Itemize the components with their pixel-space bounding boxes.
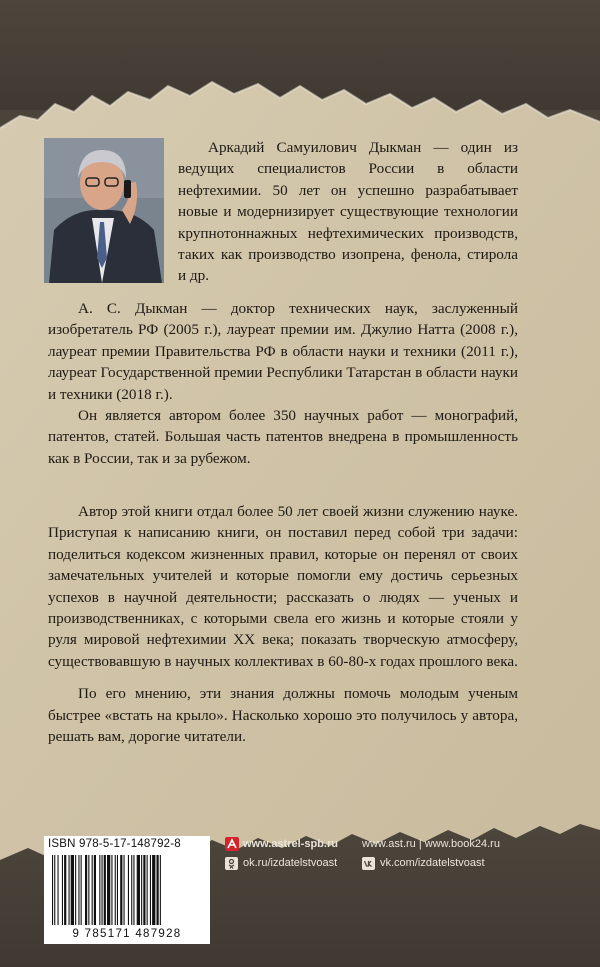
ok-link[interactable]: ok.ru/izdatelstvoast: [243, 857, 338, 869]
author-portrait-icon: [44, 138, 164, 283]
author-intro-paragraph: [178, 137, 518, 287]
book-summary-text: Автор этой книги отдал более 50 лет своей жизни служению науке. Приступая к написанию книги, он поставил перед собой три задачи: поделиться кодексом жизненных правил, которые он перенял от своих замечательных учителей и которые помогли ему достичь серьезных успехов в научной деятельности; рассказать о людях — ученых и производственниках, с которыми свела его жизнь и которые стояли у руля мировой нефтехимии XX века; показать творческую атмосферу, существовавшую в научных коллективах в 60-80-х годах прошлого века.: [48, 503, 518, 670]
book-closing-text: По его мнению, эти знания должны помочь молодым ученым быстрее «встать на крыло». Насколько хорошо это получилось у автора, решать вам, дорогие читатели.: [48, 685, 518, 746]
isbn-barcode-box: [44, 836, 210, 944]
publisher-site-link[interactable]: www.astrel-spb.ru: [243, 838, 338, 850]
vk-link[interactable]: vk.com/izdatelstvoast: [380, 857, 485, 869]
vk-icon: [362, 857, 375, 870]
book-summary-block: [48, 501, 518, 747]
author-credentials-block: [48, 298, 518, 469]
author-intro-text: Аркадий Самуилович Дыкман — один из ведущих специалистов России в области нефтехимии. 50 лет он успешно разрабатывает новые и модернизирует существующие технологии крупнотоннажных нефтехимических производств, таких как производство изопрена, фенола, стирола и др.: [178, 139, 518, 285]
barcode-digits: 9 785171 487928: [72, 928, 182, 940]
author-credentials-text: А. С. Дыкман — доктор технических наук, заслуженный изобретатель РФ (2005 г.), лауреат премии им. Джулио Натта (2008 г.), лауреат премии Правительства РФ в области науки и техники (2011 г.), лауреат Государственной премии Республики Татарстан в области науки и техники (2018 г.).: [48, 300, 518, 403]
odnoklassniki-icon: [225, 857, 238, 870]
ast-logo-icon: [225, 837, 239, 851]
barcode-icon: [48, 853, 206, 929]
author-works-text: Он является автором более 350 научных работ — монографий, патентов, статей. Большая часть патентов внедрена в промышленность как в России, так и за рубежом.: [48, 407, 518, 467]
publisher-sites-links[interactable]: www.ast.ru | www.book24.ru: [362, 838, 500, 850]
isbn-label: ISBN 978-5-17-148792-8: [48, 838, 181, 850]
author-photo: [44, 138, 164, 283]
